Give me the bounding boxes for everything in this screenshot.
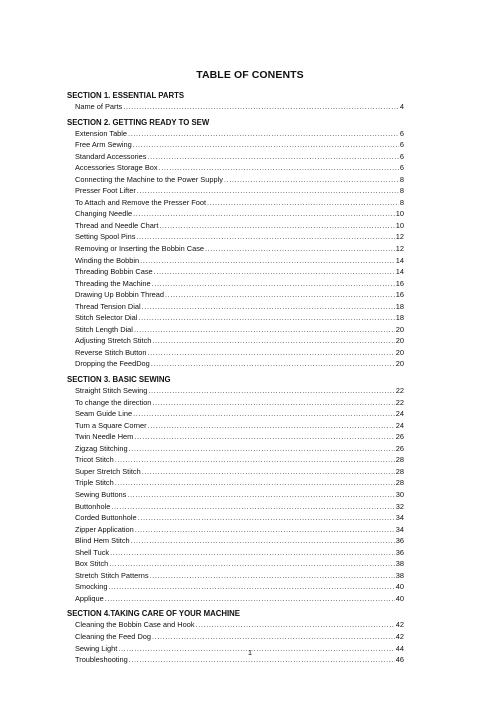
toc-entry-label: Accessories Storage Box	[75, 163, 158, 173]
toc-entry-page: 14	[395, 267, 404, 277]
toc-entry-page: 6	[399, 128, 404, 138]
toc-entry[interactable]	[67, 278, 404, 290]
dot-leader	[152, 631, 395, 643]
toc-entry[interactable]	[67, 420, 404, 432]
toc-entry[interactable]	[67, 512, 404, 524]
dot-leader	[110, 547, 395, 559]
toc-entry-page: 44	[395, 643, 404, 653]
toc-entry-page: 10	[395, 220, 404, 230]
toc-entry-page: 20	[395, 324, 404, 334]
toc-entry[interactable]	[67, 197, 404, 209]
section-heading: SECTION 2. GETTING READY TO SEW	[67, 117, 210, 127]
toc-entry-label: Free Arm Sewing	[75, 140, 132, 150]
toc-entry[interactable]	[67, 535, 404, 547]
toc-entry-label: Standard Accessories	[75, 151, 147, 161]
dot-leader	[115, 477, 395, 489]
toc-entry-label: Thread and Needle Chart	[75, 220, 159, 230]
toc-entry-label: Blind Hem Stitch	[75, 536, 130, 546]
toc-entry-page: 22	[395, 397, 404, 407]
toc-entry[interactable]	[67, 301, 404, 313]
dot-leader	[154, 266, 395, 278]
dot-leader	[123, 101, 399, 113]
toc-entry-page: 18	[395, 301, 404, 311]
toc-entry[interactable]	[67, 385, 404, 397]
dot-leader	[151, 358, 395, 370]
toc-entry-page: 16	[395, 290, 404, 300]
toc-entry-page: 32	[395, 501, 404, 511]
dot-leader	[148, 420, 395, 432]
toc-entry-label: Cleaning the Bobbin Case and Hook	[75, 620, 195, 630]
toc-entry-label: Sewing Light	[75, 643, 118, 653]
toc-entry-label: Smocking	[75, 582, 108, 592]
toc-entry-page: 28	[395, 478, 404, 488]
toc-entry-page: 40	[395, 582, 404, 592]
toc-entry-page: 36	[395, 547, 404, 557]
toc-entry-label: Threading Bobbin Case	[75, 267, 153, 277]
dot-leader	[147, 151, 398, 163]
toc-entry-page: 30	[395, 489, 404, 499]
toc-entry[interactable]	[67, 547, 404, 559]
toc-entry[interactable]	[67, 619, 404, 631]
toc-entry-label: Applique	[75, 593, 104, 603]
toc-entry-page: 12	[395, 244, 404, 254]
dot-leader	[111, 501, 394, 513]
toc-entry[interactable]	[67, 524, 404, 536]
toc-entry[interactable]	[67, 128, 404, 140]
dot-leader	[140, 255, 395, 267]
toc-entry[interactable]	[67, 347, 404, 359]
toc-entry[interactable]	[67, 243, 404, 255]
dot-leader	[159, 220, 394, 232]
toc-entry-label: Winding the Bobbin	[75, 255, 140, 265]
toc-entry-page: 20	[395, 359, 404, 369]
table-of-contents	[67, 90, 404, 666]
toc-entry[interactable]	[67, 139, 404, 151]
toc-entry[interactable]	[67, 397, 404, 409]
toc-entry-page: 26	[395, 443, 404, 453]
toc-entry[interactable]	[67, 185, 404, 197]
section-heading: SECTION 4.TAKING CARE OF YOUR MACHINE	[67, 609, 240, 619]
dot-leader	[138, 312, 394, 324]
toc-entry[interactable]	[67, 162, 404, 174]
toc-entry[interactable]	[67, 501, 404, 513]
toc-entry[interactable]	[67, 231, 404, 243]
toc-entry[interactable]	[67, 289, 404, 301]
dot-leader	[108, 581, 394, 593]
toc-entry-page: 42	[395, 631, 404, 641]
dot-leader	[136, 231, 394, 243]
dot-leader	[105, 593, 395, 605]
toc-entry-label: Zigzag Stitching	[75, 443, 128, 453]
toc-entry-page: 8	[399, 174, 404, 184]
toc-entry-page: 20	[395, 347, 404, 357]
toc-entry[interactable]	[67, 466, 404, 478]
toc-entry-page: 36	[395, 536, 404, 546]
toc-entry-label: Cleaning the Feed Dog	[75, 631, 152, 641]
toc-entry-label: Presser Foot Lifter	[75, 186, 136, 196]
toc-entry-label: Extension Table	[75, 128, 128, 138]
dot-leader	[127, 489, 394, 501]
dot-leader	[131, 535, 395, 547]
dot-leader	[207, 197, 399, 209]
dot-leader	[142, 466, 395, 478]
toc-entry-page: 46	[395, 655, 404, 665]
toc-entry-page: 14	[395, 255, 404, 265]
dot-leader	[152, 397, 394, 409]
toc-entry-label: Connecting the Machine to the Power Supply	[75, 174, 223, 184]
toc-entry-label: Setting Spool Pins	[75, 232, 136, 242]
toc-entry-label: Stitch Selector Dial	[75, 313, 138, 323]
toc-entry-page: 20	[395, 336, 404, 346]
toc-entry-label: Stretch Stitch Patterns	[75, 570, 149, 580]
toc-entry[interactable]	[67, 324, 404, 336]
toc-entry-label: Sewing Buttons	[75, 489, 127, 499]
dot-leader	[133, 408, 395, 420]
dot-leader	[109, 558, 394, 570]
dot-leader	[129, 443, 395, 455]
toc-entry-page: 4	[399, 102, 404, 111]
dot-leader	[134, 431, 394, 443]
toc-entry-page: 8	[399, 186, 404, 196]
dot-leader	[135, 524, 395, 536]
toc-entry-label: Troubleshooting	[75, 655, 128, 665]
toc-entry-page: 28	[395, 455, 404, 465]
toc-entry-label: Name of Parts	[75, 102, 123, 111]
toc-entry-page: 8	[399, 197, 404, 207]
toc-entry-label: Stitch Length Dial	[75, 324, 133, 334]
toc-entry-page: 26	[395, 432, 404, 442]
toc-entry-label: Triple Stitch	[75, 478, 114, 488]
toc-entry-label: Twin Needle Hem	[75, 432, 134, 442]
toc-entry[interactable]	[67, 208, 404, 220]
toc-entry[interactable]	[67, 581, 404, 593]
toc-entry-label: Tricot Stitch	[75, 455, 114, 465]
toc-entry-page: 24	[395, 420, 404, 430]
toc-entry-label: Dropping the FeedDog	[75, 359, 150, 369]
page-title: TABLE OF CONENTS	[196, 69, 304, 81]
dot-leader	[133, 139, 399, 151]
toc-entry-page: 22	[395, 386, 404, 396]
dot-leader	[147, 347, 394, 359]
dot-leader	[224, 174, 399, 186]
toc-entry[interactable]	[67, 151, 404, 163]
toc-entry[interactable]	[67, 489, 404, 501]
toc-entry-label: Box Stitch	[75, 559, 109, 569]
dot-leader	[150, 570, 395, 582]
toc-entry[interactable]	[67, 101, 404, 113]
toc-entry-page: 6	[399, 163, 404, 173]
toc-entry-label: To Attach and Remove the Presser Foot	[75, 197, 207, 207]
toc-entry[interactable]	[67, 220, 404, 232]
toc-entry-label: Zipper Application	[75, 524, 134, 534]
dot-leader	[165, 289, 395, 301]
toc-entry[interactable]	[67, 431, 404, 443]
toc-entry[interactable]	[67, 174, 404, 186]
toc-entry-label: Turn a Square Corner	[75, 420, 147, 430]
dot-leader	[128, 128, 399, 140]
toc-entry-label: Buttonhole	[75, 501, 111, 511]
page-number: 1	[247, 648, 253, 657]
toc-entry-page: 6	[399, 140, 404, 150]
toc-entry-label: Corded Buttonhole	[75, 513, 137, 523]
toc-entry-page: 24	[395, 409, 404, 419]
toc-entry-label: Changing Needle	[75, 209, 133, 219]
dot-leader	[205, 243, 395, 255]
toc-entry[interactable]	[67, 631, 404, 643]
dot-leader	[134, 324, 395, 336]
toc-entry-label: Seam Guide Line	[75, 409, 133, 419]
toc-entry[interactable]	[67, 335, 404, 347]
toc-entry-label: Drawing Up Bobbin Thread	[75, 290, 165, 300]
toc-entry-page: 42	[395, 620, 404, 630]
toc-entry-page: 38	[395, 559, 404, 569]
toc-entry-page: 40	[395, 593, 404, 603]
toc-entry[interactable]	[67, 454, 404, 466]
toc-entry-page: 38	[395, 570, 404, 580]
toc-entry[interactable]	[67, 255, 404, 267]
toc-entry-page: 6	[399, 151, 404, 161]
dot-leader	[152, 335, 394, 347]
toc-entry-label: Straight Stitch Sewing	[75, 386, 148, 396]
toc-entry-page: 34	[395, 513, 404, 523]
toc-entry[interactable]	[67, 443, 404, 455]
toc-entry-page: 18	[395, 313, 404, 323]
dot-leader	[159, 162, 399, 174]
dot-leader	[137, 185, 399, 197]
dot-leader	[196, 619, 395, 631]
toc-entry-page: 28	[395, 466, 404, 476]
toc-entry-label: Shell Tuck	[75, 547, 110, 557]
toc-entry[interactable]	[67, 558, 404, 570]
toc-entry[interactable]	[67, 312, 404, 324]
toc-entry[interactable]	[67, 570, 404, 582]
toc-entry-label: Adjusting Stretch Stitch	[75, 336, 152, 346]
dot-leader	[148, 385, 394, 397]
dot-leader	[115, 454, 395, 466]
section-heading: SECTION 1. ESSENTIAL PARTS	[67, 91, 185, 100]
toc-entry-page: 12	[395, 232, 404, 242]
toc-entry-page: 16	[395, 278, 404, 288]
toc-entry-label: To change the direction	[75, 397, 152, 407]
toc-entry-label: Super Stretch Stitch	[75, 466, 141, 476]
toc-entry[interactable]	[67, 408, 404, 420]
toc-entry-label: Removing or Inserting the Bobbin Case	[75, 244, 204, 254]
toc-entry[interactable]	[67, 593, 404, 605]
toc-entry[interactable]	[67, 266, 404, 278]
dot-leader	[142, 301, 395, 313]
toc-entry-label: Thread Tension Dial	[75, 301, 141, 311]
toc-entry[interactable]	[67, 358, 404, 370]
dot-leader	[152, 278, 395, 290]
toc-entry-label: Reverse Stitch Button	[75, 347, 147, 357]
dot-leader	[138, 512, 395, 524]
toc-entry-label: Threading the Machine	[75, 278, 151, 288]
toc-entry-page: 34	[395, 524, 404, 534]
toc-entry[interactable]	[67, 477, 404, 489]
dot-leader	[133, 208, 395, 220]
section-heading: SECTION 3. BASIC SEWING	[67, 375, 171, 385]
toc-entry-page: 10	[395, 209, 404, 219]
